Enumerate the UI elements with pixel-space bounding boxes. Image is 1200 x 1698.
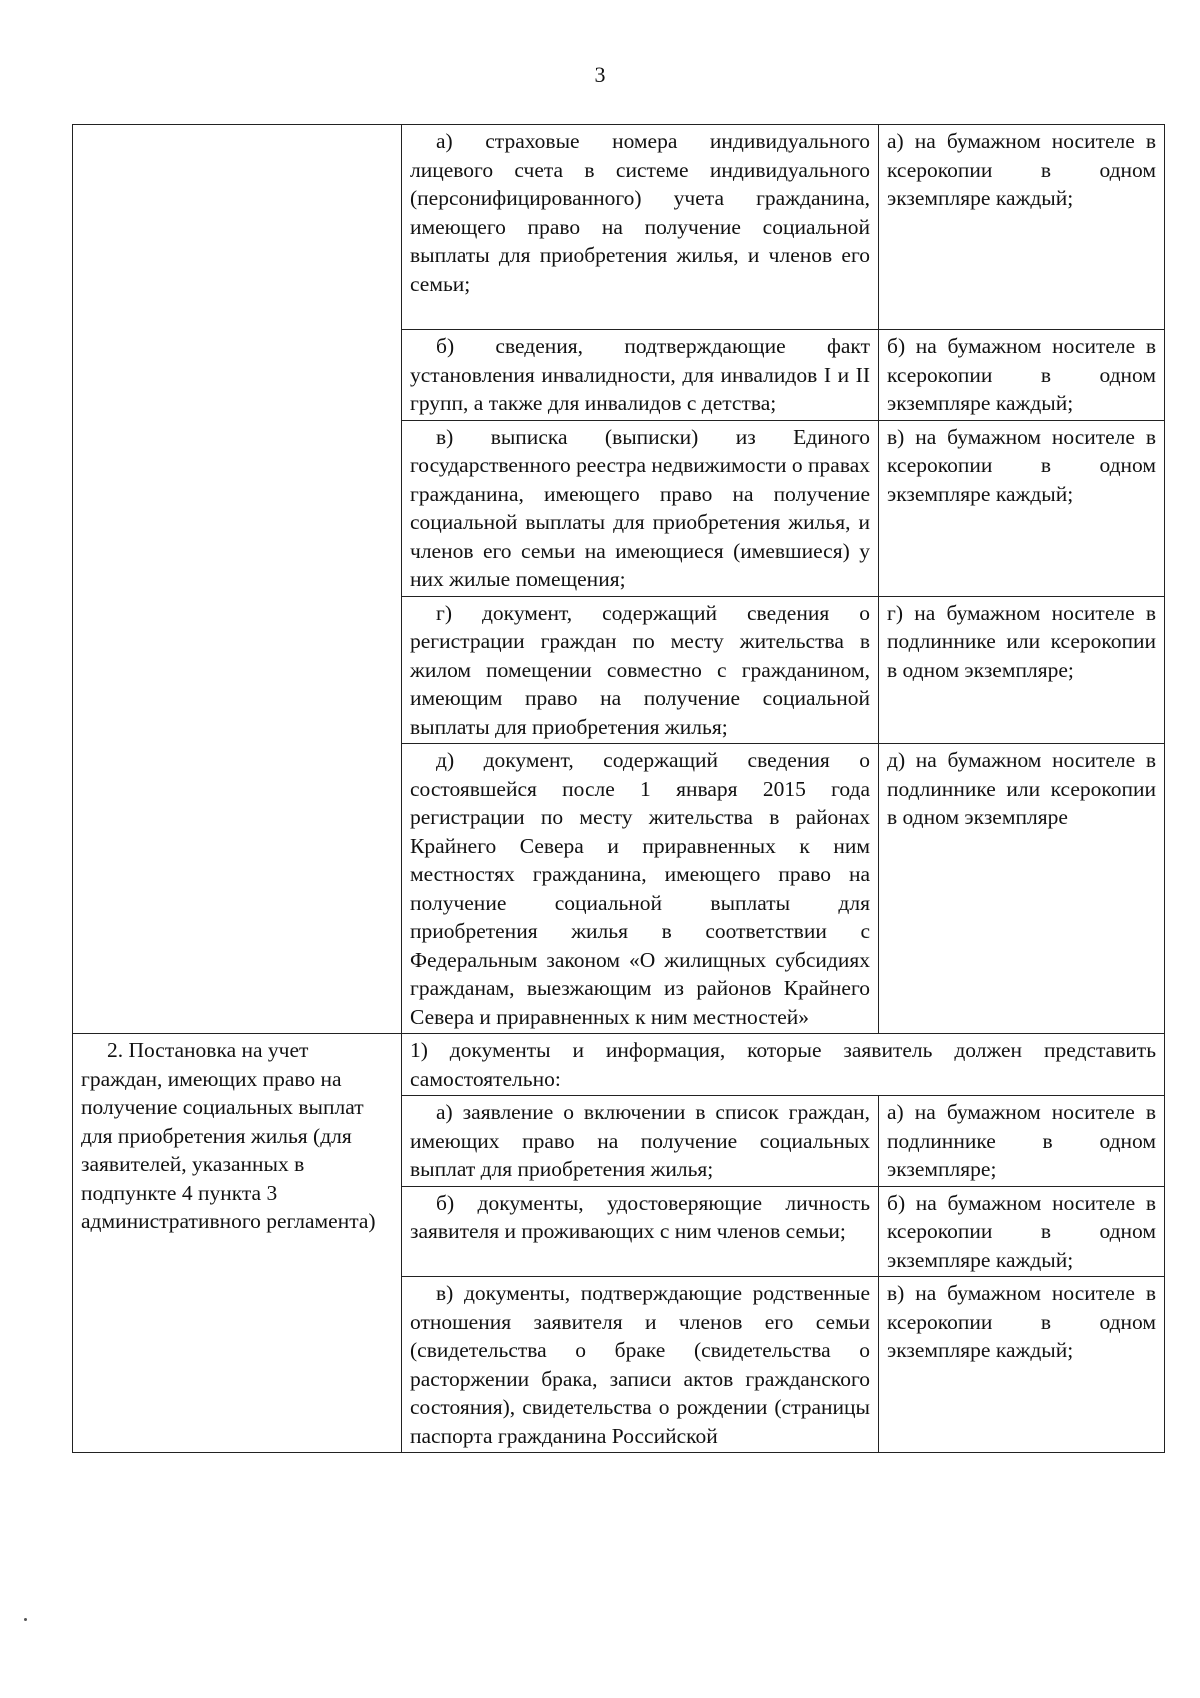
form-text: б) на бумажном носителе в ксерокопии в одном экземпляре каждый;	[887, 334, 1156, 415]
service-cell-empty	[73, 125, 402, 1034]
form-cell	[879, 1096, 1165, 1187]
document-cell	[402, 596, 879, 744]
document-text: в) выписка (выписки) из Единого государственного реестра недвижимости о правах гражданина, имеющего право на получение социальной выплаты для приобретения жилья, и членов его семьи на имеющиеся (имевшиеся) у них жилые помещения;	[410, 424, 870, 591]
document-text: д) документ, содержащий сведения о состоявшейся после 1 января 2015 года регистрации по месту жительства в районах Крайнего Севера и приравненных к ним местностях гражданина, имеющего право на получение социальной выплаты для приобретения жилья в соответствии с Федеральным законом «О жилищных субсидиях гражданам, выезжающим из районов Крайнего Севера и приравненных к ним местностей»	[410, 748, 870, 1029]
form-cell	[879, 744, 1165, 1034]
form-text: а) на бумажном носителе в подлиннике в одном экземпляре;	[887, 1100, 1156, 1181]
form-cell	[879, 1277, 1165, 1453]
document-cell	[402, 420, 879, 596]
document-text: б) сведения, подтверждающие факт установления инвалидности, для инвалидов I и II групп, а также для инвалидов с детства;	[410, 334, 870, 415]
form-text: в) на бумажном носителе в ксерокопии в одном экземпляре каждый;	[887, 424, 1156, 506]
form-text: г) на бумажном носителе в подлиннике или ксерокопии в одном экземпляре;	[887, 600, 1156, 682]
subheader-text: 1) документы и информация, которые заявитель должен представить самостоятельно:	[410, 1038, 1156, 1091]
document-cell	[402, 1186, 879, 1277]
document-cell	[402, 744, 879, 1034]
document-cell	[402, 1277, 879, 1453]
document-text: а) заявление о включении в список граждан, имеющих право на получение социальных выплат для приобретения жилья;	[410, 1100, 870, 1181]
document-cell	[402, 330, 879, 421]
form-cell	[879, 1186, 1165, 1277]
service-cell	[73, 1034, 402, 1453]
documents-table	[72, 124, 1165, 1453]
form-text: в) на бумажном носителе в ксерокопии в одном экземпляре каждый;	[887, 1281, 1156, 1362]
form-text: д) на бумажном носителе в подлиннике или ксерокопии в одном экземпляре	[887, 748, 1156, 829]
form-cell	[879, 125, 1165, 330]
form-text: а) на бумажном носителе в ксерокопии в одном экземпляре каждый;	[887, 129, 1156, 210]
form-cell	[879, 420, 1165, 596]
page-number: 3	[594, 62, 606, 87]
subheader-cell	[402, 1034, 1165, 1096]
document-text: г) документ, содержащий сведения о регистрации граждан по месту жительства в жилом помещении совместно с гражданином, имеющим право на получение социальной выплаты для приобретения жилья;	[410, 600, 870, 739]
form-cell	[879, 330, 1165, 421]
form-cell	[879, 596, 1165, 744]
document-text: а) страховые номера индивидуального лицевого счета в системе индивидуального (персонифицированного) учета гражданина, имеющего право на получение социальной выплаты для приобретения жилья, и членов его семьи;	[410, 129, 870, 296]
document-cell	[402, 1096, 879, 1187]
document-cell	[402, 125, 879, 330]
table-row	[73, 1034, 1165, 1096]
document-text: в) документы, подтверждающие родственные отношения заявителя и членов его семьи (свидетельства о браке (свидетельства о расторжении брака, записи актов гражданского состояния), свидетельства о рождении (страницы паспорта гражданина Российской	[410, 1281, 870, 1448]
service-title: 2. Постановка на учет граждан, имеющих право на получение социальных выплат для приобретения жилья (для заявителей, указанных в подпункте 4 пункта 3 административного регламента)	[81, 1038, 376, 1233]
form-text: б) на бумажном носителе в ксерокопии в одном экземпляре каждый;	[887, 1190, 1156, 1272]
table-row	[73, 125, 1165, 330]
scan-speck	[24, 1618, 27, 1621]
document-text: б) документы, удостоверяющие личность заявителя и проживающих с ним членов семьи;	[410, 1190, 870, 1243]
